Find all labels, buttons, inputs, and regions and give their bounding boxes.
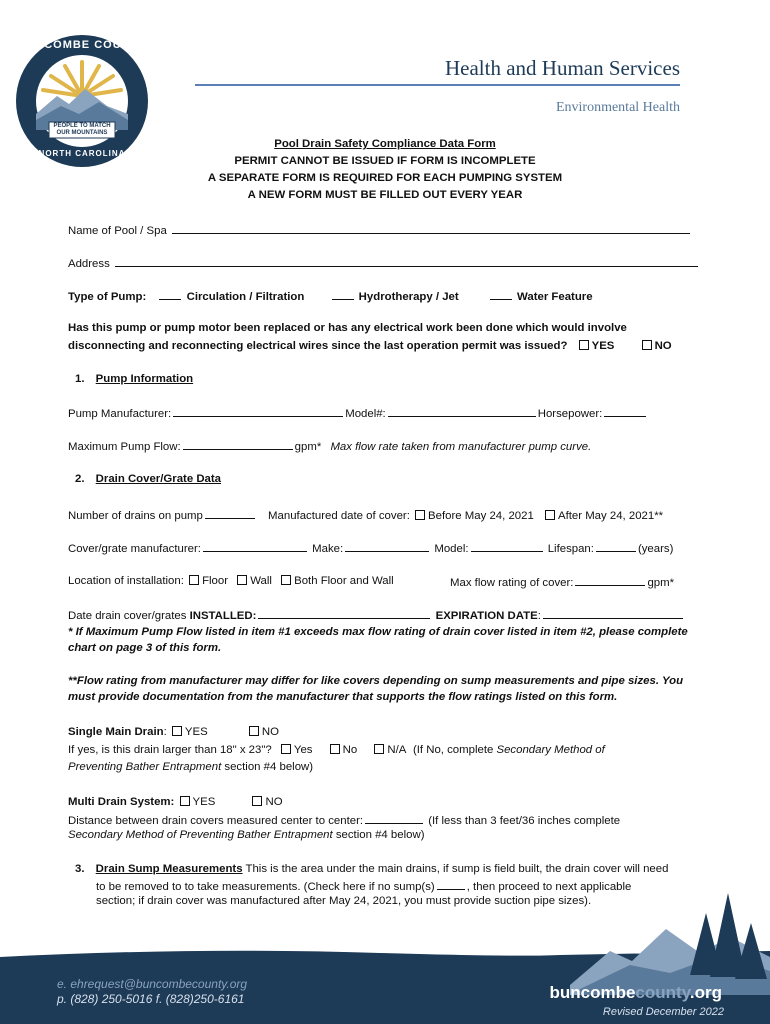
- footer-website-part2: county: [635, 983, 690, 1002]
- address-row: [68, 255, 700, 271]
- pump-type-hydrotherapy-label: Hydrotherapy / Jet: [358, 291, 459, 303]
- annual-form-note: A NEW FORM MUST BE FILLED OUT EVERY YEAR: [247, 189, 523, 201]
- both-label: Both Floor and Wall: [294, 575, 394, 587]
- replaced-yes-label: YES: [591, 340, 615, 352]
- drain-size-yes-label: Yes: [293, 744, 313, 756]
- logo-top-text: BUNCOMBE COUNTY: [17, 39, 147, 51]
- footer-email: e. ehrequest@buncombecounty.org: [57, 977, 248, 991]
- drain-size-if-no: (If No, complete: [412, 744, 497, 756]
- max-rating-unit: gpm*: [647, 577, 675, 589]
- permit-warning: PERMIT CANNOT BE ISSUED IF FORM IS INCOMPLETE: [234, 155, 536, 167]
- installed-row: [68, 607, 685, 623]
- pump-model-label: Model#:: [345, 408, 386, 420]
- drain-size-row-cont: [68, 760, 313, 774]
- single-drain-no-checkbox[interactable]: [249, 726, 259, 736]
- cover-make-label: Make:: [312, 543, 344, 555]
- single-drain-label: Single Main Drain: [68, 726, 164, 738]
- footer-website-part1: buncombe: [549, 983, 636, 1002]
- drain-size-question: If yes, is this drain larger than 18" x 23"?: [68, 744, 272, 756]
- pump-type-water-feature-label: Water Feature: [517, 291, 593, 303]
- num-drains-field[interactable]: [205, 507, 255, 519]
- cover-manufacturer-field[interactable]: [203, 540, 307, 552]
- max-pump-flow-field[interactable]: [183, 438, 293, 450]
- form-title: Pool Drain Safety Compliance Data Form: [274, 138, 496, 150]
- section3-text1: This is the area under the main drains, if sump is field built, the drain cover will need: [242, 863, 669, 875]
- pump-manufacturer-row: [68, 405, 648, 421]
- drain-size-secondary-method: Secondary Method of: [496, 744, 605, 756]
- multi-drain-no-checkbox[interactable]: [252, 796, 262, 806]
- cover-lifespan-field[interactable]: [596, 540, 636, 552]
- single-drain-yes-checkbox[interactable]: [172, 726, 182, 736]
- after-date-label: After May 24, 2021**: [557, 510, 664, 522]
- replaced-question-line2: [68, 339, 672, 353]
- wall-label: Wall: [250, 575, 272, 587]
- drain-size-no-label: No: [342, 744, 358, 756]
- section3-line2: [96, 878, 631, 894]
- expiration-label: EXPIRATION DATE: [435, 610, 538, 622]
- single-drain-no-label: NO: [261, 726, 279, 738]
- pool-name-row: [68, 222, 692, 238]
- cover-manufacturer-label: Cover/grate manufacturer:: [68, 543, 201, 555]
- cover-model-field[interactable]: [471, 540, 543, 552]
- floor-checkbox[interactable]: [189, 575, 199, 585]
- header-rule: [195, 84, 680, 86]
- address-field[interactable]: [115, 255, 698, 267]
- replaced-no-checkbox[interactable]: [642, 340, 652, 350]
- distance-row-cont: [68, 828, 424, 842]
- pump-type-circulation-label: Circulation / Filtration: [186, 291, 305, 303]
- logo-bottom-text: NORTH CAROLINA: [38, 149, 126, 158]
- single-drain-colon: :: [163, 726, 167, 738]
- drain-size-na-label: N/A: [387, 744, 406, 756]
- footer: [0, 945, 770, 1024]
- multi-drain-no-label: NO: [265, 796, 283, 808]
- cover-model-label: Model:: [434, 543, 469, 555]
- lifespan-unit: (years): [637, 543, 674, 555]
- no-sump-field[interactable]: [437, 878, 465, 890]
- before-date-label: Before May 24, 2021: [428, 510, 534, 522]
- pump-model-field[interactable]: [388, 405, 536, 417]
- max-rating-label: Max flow rating of cover:: [450, 577, 574, 589]
- installed-date-field[interactable]: [258, 607, 430, 619]
- drain-size-no-checkbox[interactable]: [330, 744, 340, 754]
- footer-phone: p. (828) 250-5016 f. (828)250-6161: [57, 992, 245, 1006]
- pump-type-water-feature-field[interactable]: [490, 288, 512, 300]
- flow-note1-line2: chart on page 3 of this form.: [68, 642, 222, 654]
- pump-type-circulation-field[interactable]: [159, 288, 181, 300]
- flow-note2-line2: must provide documentation from the manufacturer that supports the flow ratings listed on this form.: [68, 691, 618, 703]
- single-drain-yes-label: YES: [184, 726, 208, 738]
- location-row: [68, 574, 394, 588]
- replaced-question-line1: Has this pump or pump motor been replaced or has any electrical work been done which would involve: [68, 322, 627, 334]
- multi-secondary-method: Secondary Method of Preventing Bather Entrapment: [68, 829, 333, 841]
- drain-size-na-checkbox[interactable]: [374, 744, 384, 754]
- wall-checkbox[interactable]: [237, 575, 247, 585]
- drain-size-yes-checkbox[interactable]: [281, 744, 291, 754]
- section3-title: Drain Sump Measurements: [95, 863, 243, 875]
- drains-row: [68, 507, 663, 523]
- distance-note: (If less than 3 feet/36 inches complete: [428, 815, 621, 827]
- installed-prefix: Date drain cover/grates: [68, 610, 190, 622]
- expiration-date-field[interactable]: [543, 607, 683, 619]
- pump-type-hydrotherapy-field[interactable]: [332, 288, 354, 300]
- section3-number: 3.: [75, 863, 85, 875]
- drain-size-row: [68, 743, 605, 757]
- multi-drain-row: [68, 795, 283, 809]
- installed-label: INSTALLED:: [189, 610, 257, 622]
- pump-manufacturer-field[interactable]: [173, 405, 343, 417]
- pump-manufacturer-label: Pump Manufacturer:: [68, 408, 172, 420]
- section2-title: Drain Cover/Grate Data: [95, 473, 222, 485]
- section2-heading: [75, 472, 221, 486]
- logo-banner-line1: PEOPLE TO MATCH: [53, 123, 111, 129]
- section1-number: 1.: [75, 373, 85, 385]
- multi-secondary-method-rest: section #4 below): [332, 829, 425, 841]
- org-title: Health and Human Services: [444, 56, 680, 80]
- mfg-date-label: Manufactured date of cover:: [268, 510, 410, 522]
- cover-make-field[interactable]: [345, 540, 429, 552]
- expiration-colon: :: [537, 610, 541, 622]
- dept-title: Environmental Health: [555, 100, 680, 115]
- flow-note2-line1: **Flow rating from manufacturer may differ for like covers depending on sump measurements and pipe sizes. You: [68, 675, 684, 687]
- section3-text2b: , then proceed to next applicable: [466, 881, 632, 893]
- multi-drain-yes-checkbox[interactable]: [180, 796, 190, 806]
- pump-type-row: [68, 288, 593, 304]
- form-title-block: [0, 136, 770, 204]
- floor-label: Floor: [202, 575, 229, 587]
- separate-form-note: A SEPARATE FORM IS REQUIRED FOR EACH PUMPING SYSTEM: [207, 172, 563, 184]
- num-drains-label: Number of drains on pump: [68, 510, 203, 522]
- max-rating-field[interactable]: [575, 574, 645, 586]
- replaced-no-label: NO: [654, 340, 672, 352]
- cover-manufacturer-row: [68, 540, 673, 556]
- pool-name-label: Name of Pool / Spa: [68, 225, 167, 237]
- pump-type-label: Type of Pump:: [68, 291, 147, 303]
- single-drain-row: [68, 725, 279, 739]
- flow-note1-line1: * If Maximum Pump Flow listed in item #1 exceeds max flow rating of drain cover listed in item #2, please complete: [68, 626, 688, 638]
- both-checkbox[interactable]: [281, 575, 291, 585]
- after-date-checkbox[interactable]: [545, 510, 555, 520]
- distance-field[interactable]: [365, 812, 423, 824]
- max-flow-note: Max flow rate taken from manufacturer pump curve.: [330, 441, 592, 453]
- section1-title: Pump Information: [95, 373, 194, 385]
- section3-line3: section; if drain cover was manufactured after May 24, 2021, you must provide suction pipe sizes).: [96, 895, 592, 907]
- location-label: Location of installation:: [68, 575, 184, 587]
- multi-drain-label: Multi Drain System:: [68, 796, 175, 808]
- horsepower-label: Horsepower:: [537, 408, 603, 420]
- max-rating-row: [450, 574, 674, 590]
- secondary-method-line2-rest: section #4 below): [221, 761, 314, 773]
- replaced-yes-checkbox[interactable]: [579, 340, 589, 350]
- max-pump-flow-unit: gpm*: [294, 441, 322, 453]
- footer-website-part3: .org: [689, 983, 722, 1002]
- horsepower-field[interactable]: [604, 405, 646, 417]
- footer-website: [549, 983, 722, 1003]
- distance-row: [68, 812, 620, 828]
- distance-label: Distance between drain covers measured center to center:: [68, 815, 364, 827]
- section1-heading: [75, 372, 193, 386]
- cover-lifespan-label: Lifespan:: [547, 543, 594, 555]
- max-pump-flow-label: Maximum Pump Flow:: [68, 441, 181, 453]
- footer-revised: Revised December 2022: [602, 1006, 724, 1018]
- logo-banner-line2: OUR MOUNTAINS: [56, 130, 108, 136]
- max-pump-flow-row: [68, 438, 591, 454]
- address-label: Address: [68, 258, 110, 270]
- replaced-question-text: disconnecting and reconnecting electrical wires since the last operation permit was issued?: [68, 340, 568, 352]
- section3-text2a: to be removed to to take measurements. (Check here if no sump(s): [96, 881, 435, 893]
- multi-drain-yes-label: YES: [192, 796, 216, 808]
- before-date-checkbox[interactable]: [415, 510, 425, 520]
- pool-name-field[interactable]: [172, 222, 690, 234]
- secondary-method-line2: Preventing Bather Entrapment: [68, 761, 222, 773]
- mountain-trees-graphic: [570, 865, 770, 995]
- section2-number: 2.: [75, 473, 85, 485]
